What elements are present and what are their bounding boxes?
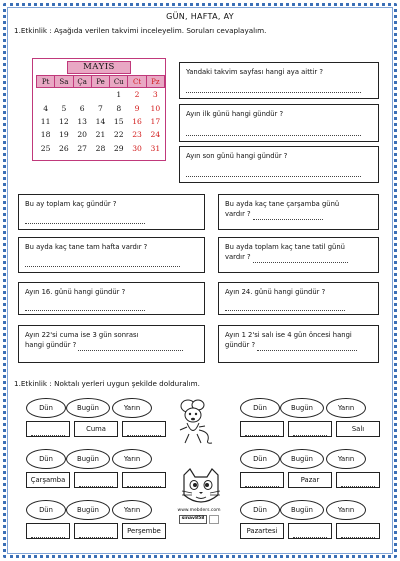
- calendar: [32, 58, 166, 161]
- day-oval-tomorrow: Yarın: [326, 500, 366, 520]
- question-text: Ayın son günü hangi gündür ?: [186, 152, 288, 160]
- question-box-month: [179, 62, 379, 99]
- day-oval-yesterday: Dün: [26, 449, 66, 469]
- answer-line[interactable]: [257, 343, 357, 351]
- calendar-day-cell: 3: [152, 90, 158, 100]
- blank-day-box[interactable]: [240, 421, 284, 437]
- answer-line[interactable]: [186, 128, 361, 136]
- calendar-day-cell: 12: [59, 116, 69, 126]
- day-oval-tomorrow: Yarın: [326, 398, 366, 418]
- calendar-day-header: Sa: [55, 76, 73, 88]
- calendar-day-header: Ça: [73, 76, 91, 88]
- question-box-full-weeks: [18, 237, 205, 273]
- answer-line[interactable]: [78, 343, 183, 351]
- question-text: vardır ?: [225, 209, 251, 218]
- day-oval-today: Bugün: [280, 449, 324, 469]
- answer-line[interactable]: [245, 428, 279, 436]
- calendar-day-cell: 5: [61, 103, 67, 113]
- day-oval-tomorrow: Yarın: [326, 449, 366, 469]
- calendar-day-cell: 6: [79, 103, 85, 113]
- day-oval-today: Bugün: [66, 449, 110, 469]
- logo-badge-text: sinav858: [179, 515, 208, 524]
- answer-line[interactable]: [245, 479, 279, 487]
- question-text: Bu ayda toplam kaç tane tatil günü: [225, 243, 345, 251]
- calendar-day-header: Pz: [146, 76, 164, 88]
- given-day-box: Pazar: [288, 472, 332, 488]
- page-title: GÜN, HAFTA, AY: [166, 12, 234, 21]
- calendar-month: MAYIS: [67, 61, 131, 74]
- calendar-week-row: [37, 101, 165, 114]
- answer-line[interactable]: [253, 255, 348, 263]
- answer-line[interactable]: [293, 428, 327, 436]
- question-text: gündür ?: [225, 340, 256, 349]
- calendar-day-cell: [37, 88, 55, 102]
- question-box-4-days-before: [218, 325, 379, 363]
- calendar-day-cell: 22: [113, 130, 124, 140]
- blank-day-box[interactable]: [74, 523, 118, 539]
- question-text: Ayın 16. günü hangi gündür ?: [25, 288, 126, 296]
- calendar-day-cell: 4: [43, 103, 49, 113]
- question-text: Ayın 24. günü hangi gündür ?: [225, 288, 326, 296]
- given-day-box: Perşembe: [122, 523, 166, 539]
- answer-line[interactable]: [25, 259, 180, 267]
- day-oval-today: Bugün: [66, 500, 110, 520]
- calendar-day-cell: 20: [77, 130, 88, 140]
- day-oval-tomorrow: Yarın: [112, 500, 152, 520]
- calendar-day-header: Cu: [110, 76, 128, 88]
- mouse-illustration: [168, 396, 216, 446]
- calendar-day-cell: 29: [113, 143, 124, 153]
- answer-line[interactable]: [186, 85, 361, 93]
- question-box-3-days-after: [18, 325, 205, 363]
- logo-site-text: www.mebders.com: [177, 508, 221, 513]
- question-text: Ayın 22'si cuma ise 3 gün sonrası: [25, 331, 139, 339]
- question-text: Ayın ilk günü hangi gündür ?: [186, 110, 284, 118]
- question-text: Bu ay toplam kaç gündür ?: [25, 200, 117, 208]
- calendar-day-cell: 28: [95, 143, 106, 153]
- day-oval-tomorrow: Yarın: [112, 449, 152, 469]
- calendar-day-cell: 14: [95, 116, 106, 126]
- question-box-day-24: [218, 282, 379, 315]
- question-text: Ayın 1 2'si salı ise 4 gün öncesi hangi: [225, 331, 352, 339]
- calendar-day-cell: 30: [132, 143, 142, 153]
- question-box-first-day: [179, 104, 379, 142]
- calendar-day-cell: 10: [150, 103, 161, 113]
- day-oval-today: Bugün: [280, 398, 324, 418]
- calendar-day-cell: 2: [134, 90, 140, 100]
- day-oval-yesterday: Dün: [26, 500, 66, 520]
- day-oval-yesterday: Dün: [240, 449, 280, 469]
- question-text: Bu ayda kaç tane tam hafta vardır ?: [25, 243, 148, 251]
- answer-line[interactable]: [253, 212, 323, 220]
- answer-line[interactable]: [79, 530, 113, 538]
- calendar-day-cell: 16: [132, 116, 142, 126]
- calendar-day-cell: 7: [98, 103, 103, 113]
- blank-day-box[interactable]: [122, 472, 166, 488]
- question-box-total-days: [18, 194, 205, 230]
- blank-day-box[interactable]: [336, 472, 380, 488]
- question-box-holidays: [218, 237, 379, 273]
- calendar-day-cell: 19: [59, 130, 69, 140]
- question-box-wednesdays: [218, 194, 379, 230]
- activity2-instruction: 1.Etkinlik : Noktalı yerleri uygun şekilde dolduralım.: [14, 379, 200, 388]
- answer-line[interactable]: [293, 530, 327, 538]
- calendar-week-row: [37, 142, 165, 155]
- calendar-day-cell: 13: [77, 116, 88, 126]
- calendar-day-header: Ct: [128, 76, 146, 88]
- calendar-day-cell: [55, 88, 73, 102]
- calendar-week-row: [37, 128, 165, 141]
- calendar-day-cell: 18: [40, 130, 51, 140]
- calendar-table: [36, 75, 165, 155]
- answer-line[interactable]: [31, 530, 65, 538]
- question-text: vardır ?: [225, 252, 251, 261]
- calendar-day-cell: 27: [77, 143, 88, 153]
- calendar-week-row: [37, 115, 165, 128]
- answer-line[interactable]: [31, 428, 65, 436]
- calendar-day-cell: 24: [150, 130, 161, 140]
- day-oval-yesterday: Dün: [240, 500, 280, 520]
- blank-day-box[interactable]: [26, 523, 70, 539]
- blank-day-box[interactable]: [122, 421, 166, 437]
- day-oval-tomorrow: Yarın: [112, 398, 152, 418]
- calendar-day-cell: 25: [40, 143, 51, 153]
- answer-line[interactable]: [341, 479, 375, 487]
- calendar-day-header: Pe: [91, 76, 109, 88]
- answer-line[interactable]: [25, 303, 145, 311]
- calendar-day-header: Pt: [37, 76, 55, 88]
- calendar-day-cell: 8: [116, 103, 122, 113]
- calendar-day-cell: 23: [132, 130, 142, 140]
- calendar-day-cell: 1: [116, 90, 122, 100]
- logo-emblem-icon: [209, 515, 219, 524]
- calendar-day-cell: [73, 88, 91, 102]
- answer-line[interactable]: [225, 303, 345, 311]
- calendar-day-cell: 21: [95, 130, 106, 140]
- calendar-day-cell: 9: [134, 103, 140, 113]
- blank-day-box[interactable]: [240, 472, 284, 488]
- calendar-day-cell: 26: [59, 143, 69, 153]
- answer-line[interactable]: [79, 479, 113, 487]
- calendar-day-cell: 11: [40, 116, 51, 126]
- blank-day-box[interactable]: [288, 523, 332, 539]
- blank-day-box[interactable]: [336, 523, 380, 539]
- question-box-last-day: [179, 146, 379, 183]
- given-day-box: Çarşamba: [26, 472, 70, 488]
- blank-day-box[interactable]: [288, 421, 332, 437]
- question-text: Yandaki takvim sayfası hangi aya aittir ?: [186, 68, 323, 76]
- calendar-day-cell: 15: [113, 116, 124, 126]
- answer-line[interactable]: [25, 216, 145, 224]
- calendar-day-cell: 17: [150, 116, 161, 126]
- blank-day-box[interactable]: [26, 421, 70, 437]
- given-day-box: Pazartesi: [240, 523, 284, 539]
- calendar-week-row: [37, 88, 165, 102]
- cat-face-illustration: [180, 467, 222, 507]
- day-oval-yesterday: Dün: [26, 398, 66, 418]
- blank-day-box[interactable]: [74, 472, 118, 488]
- answer-line[interactable]: [127, 479, 161, 487]
- question-text: hangi gündür ?: [25, 340, 77, 349]
- given-day-box: Cuma: [74, 421, 118, 437]
- question-box-day-16: [18, 282, 205, 315]
- calendar-day-cell: 31: [150, 143, 161, 153]
- site-logo: [168, 508, 230, 524]
- day-oval-yesterday: Dün: [240, 398, 280, 418]
- answer-line[interactable]: [341, 530, 375, 538]
- activity1-instruction: 1.Etkinlik : Aşağıda verilen takvimi inceleyelim. Soruları cevaplayalım.: [14, 26, 267, 35]
- day-oval-today: Bugün: [280, 500, 324, 520]
- calendar-day-cell: [91, 88, 109, 102]
- answer-line[interactable]: [186, 169, 361, 177]
- question-text: Bu ayda kaç tane çarşamba günü: [225, 200, 340, 208]
- answer-line[interactable]: [127, 428, 161, 436]
- given-day-box: Salı: [336, 421, 380, 437]
- day-oval-today: Bugün: [66, 398, 110, 418]
